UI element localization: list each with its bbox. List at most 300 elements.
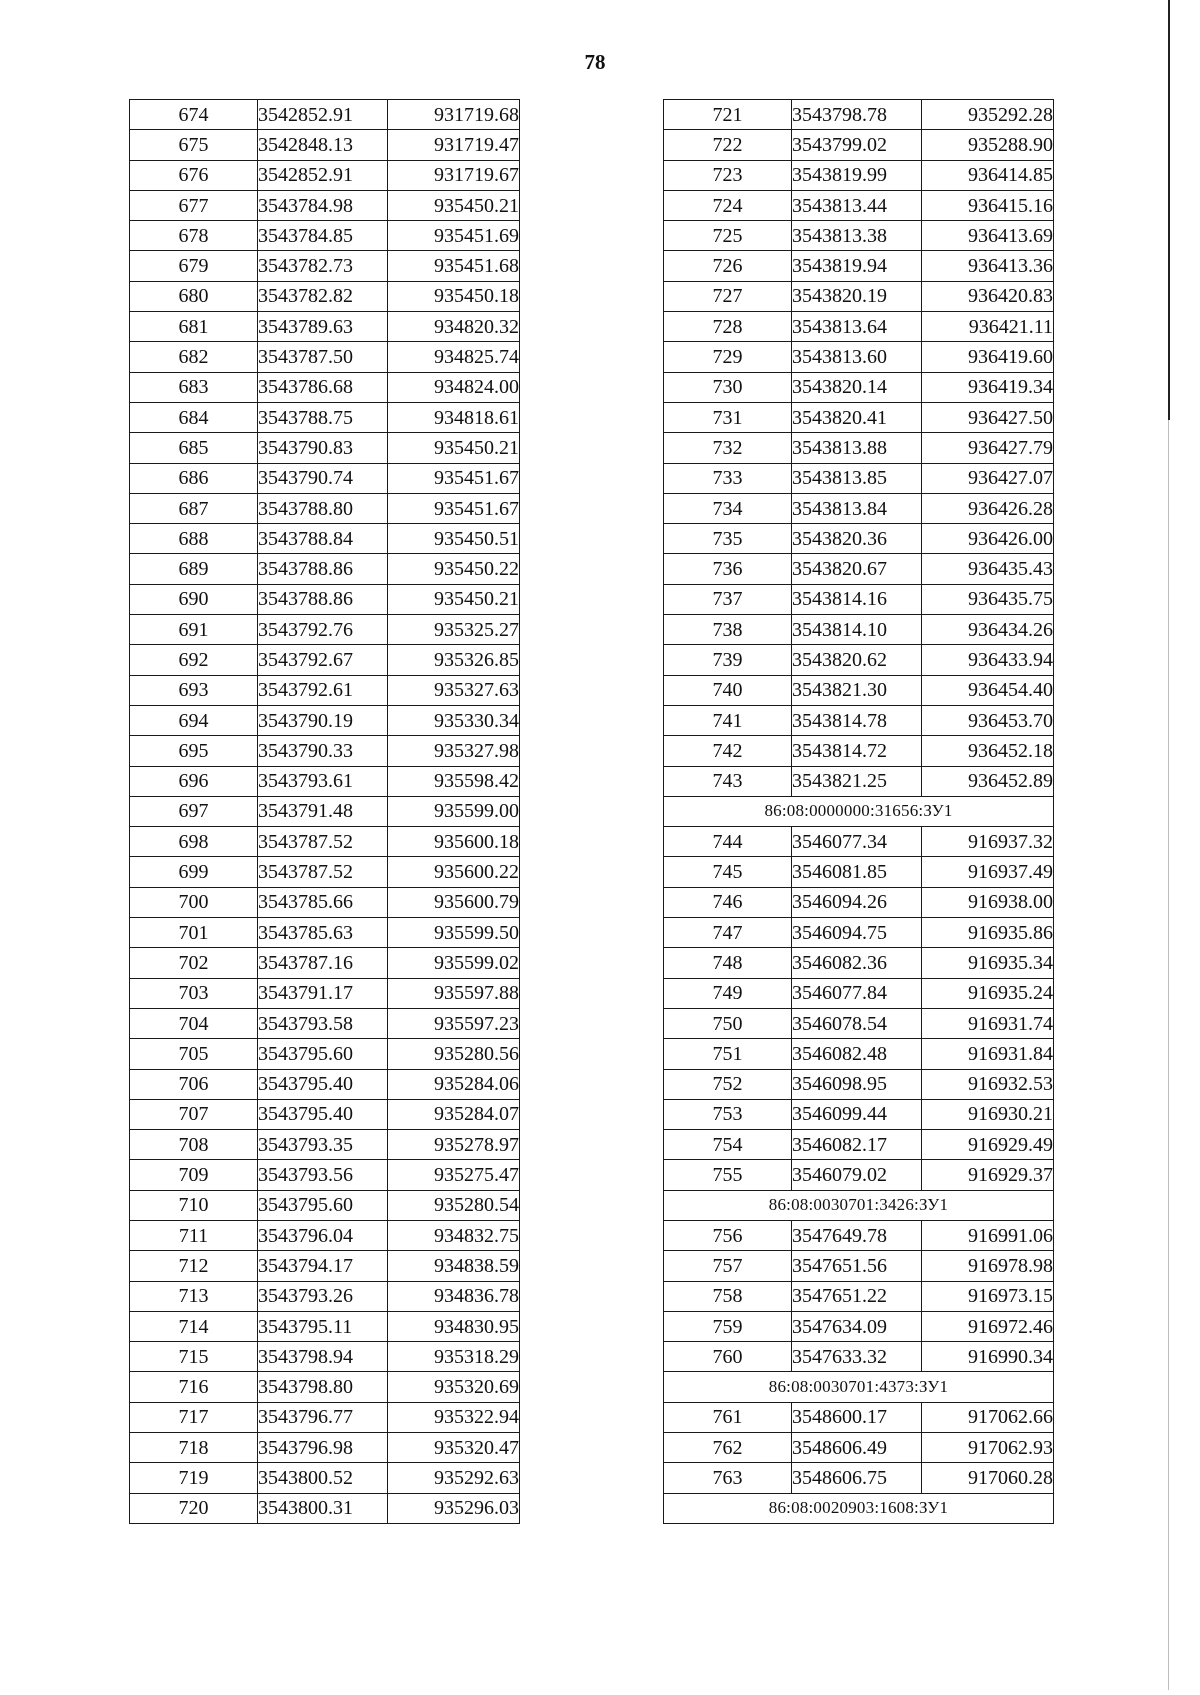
y-coordinate-cell: 936414.85 <box>922 160 1054 190</box>
x-coordinate-cell: 3542852.91 <box>258 100 388 130</box>
point-number-cell: 710 <box>130 1190 258 1220</box>
table-row <box>130 948 520 978</box>
table-row <box>130 978 520 1008</box>
x-coordinate-cell: 3543813.44 <box>792 190 922 220</box>
x-coordinate-cell: 3547633.32 <box>792 1342 922 1372</box>
x-coordinate-cell: 3543792.61 <box>258 675 388 705</box>
page-number: 78 <box>584 50 606 74</box>
scan-edge-line-faint <box>1168 420 1169 1690</box>
y-coordinate-cell: 935284.06 <box>388 1069 520 1099</box>
table-row <box>130 100 520 130</box>
cadastral-number: 86:08:0030701:3426:ЗУ1 <box>664 1190 1054 1220</box>
x-coordinate-cell: 3543814.72 <box>792 736 922 766</box>
point-number-cell: 726 <box>664 251 792 281</box>
x-coordinate-cell: 3543820.36 <box>792 524 922 554</box>
x-coordinate-cell: 3543813.84 <box>792 493 922 523</box>
coordinates-table-left-body <box>130 100 520 1524</box>
coordinates-table-right-body <box>664 100 1054 1524</box>
table-row <box>130 524 520 554</box>
x-coordinate-cell: 3546079.02 <box>792 1160 922 1190</box>
point-number-cell: 704 <box>130 1008 258 1038</box>
table-row <box>664 1099 1054 1129</box>
y-coordinate-cell: 935451.67 <box>388 493 520 523</box>
x-coordinate-cell: 3543785.63 <box>258 918 388 948</box>
x-coordinate-cell: 3546078.54 <box>792 1008 922 1038</box>
point-number-cell: 721 <box>664 100 792 130</box>
x-coordinate-cell: 3543798.80 <box>258 1372 388 1402</box>
table-row <box>664 281 1054 311</box>
table-row <box>664 1039 1054 1069</box>
point-number-cell: 728 <box>664 312 792 342</box>
x-coordinate-cell: 3543795.40 <box>258 1099 388 1129</box>
table-row <box>664 857 1054 887</box>
point-number-cell: 716 <box>130 1372 258 1402</box>
y-coordinate-cell: 916935.34 <box>922 948 1054 978</box>
y-coordinate-cell: 935450.18 <box>388 281 520 311</box>
x-coordinate-cell: 3543790.33 <box>258 736 388 766</box>
y-coordinate-cell: 934824.00 <box>388 372 520 402</box>
point-number-cell: 730 <box>664 372 792 402</box>
table-row <box>130 1160 520 1190</box>
table-row <box>664 1463 1054 1493</box>
y-coordinate-cell: 935450.22 <box>388 554 520 584</box>
point-number-cell: 711 <box>130 1220 258 1250</box>
table-row <box>130 251 520 281</box>
point-number-cell: 744 <box>664 827 792 857</box>
y-coordinate-cell: 935598.42 <box>388 766 520 796</box>
point-number-cell: 714 <box>130 1311 258 1341</box>
y-coordinate-cell: 935326.85 <box>388 645 520 675</box>
point-number-cell: 724 <box>664 190 792 220</box>
point-number-cell: 687 <box>130 493 258 523</box>
x-coordinate-cell: 3543787.16 <box>258 948 388 978</box>
table-row <box>664 1311 1054 1341</box>
y-coordinate-cell: 936419.60 <box>922 342 1054 372</box>
table-row <box>130 493 520 523</box>
y-coordinate-cell: 936453.70 <box>922 705 1054 735</box>
y-coordinate-cell: 936420.83 <box>922 281 1054 311</box>
x-coordinate-cell: 3543820.19 <box>792 281 922 311</box>
x-coordinate-cell: 3543786.68 <box>258 372 388 402</box>
y-coordinate-cell: 935597.23 <box>388 1008 520 1038</box>
x-coordinate-cell: 3543791.48 <box>258 796 388 826</box>
x-coordinate-cell: 3543782.82 <box>258 281 388 311</box>
point-number-cell: 742 <box>664 736 792 766</box>
cadastral-number-row <box>664 1190 1054 1220</box>
y-coordinate-cell: 936427.79 <box>922 433 1054 463</box>
x-coordinate-cell: 3546077.34 <box>792 827 922 857</box>
table-row <box>664 1130 1054 1160</box>
y-coordinate-cell: 916929.37 <box>922 1160 1054 1190</box>
y-coordinate-cell: 935325.27 <box>388 615 520 645</box>
point-number-cell: 715 <box>130 1342 258 1372</box>
y-coordinate-cell: 935275.47 <box>388 1160 520 1190</box>
table-row <box>664 1281 1054 1311</box>
y-coordinate-cell: 934818.61 <box>388 402 520 432</box>
x-coordinate-cell: 3543798.94 <box>258 1342 388 1372</box>
y-coordinate-cell: 935450.21 <box>388 190 520 220</box>
y-coordinate-cell: 935284.07 <box>388 1099 520 1129</box>
point-number-cell: 685 <box>130 433 258 463</box>
x-coordinate-cell: 3543784.98 <box>258 190 388 220</box>
y-coordinate-cell: 936452.89 <box>922 766 1054 796</box>
point-number-cell: 747 <box>664 918 792 948</box>
point-number-cell: 696 <box>130 766 258 796</box>
x-coordinate-cell: 3543793.61 <box>258 766 388 796</box>
x-coordinate-cell: 3546099.44 <box>792 1099 922 1129</box>
x-coordinate-cell: 3543788.80 <box>258 493 388 523</box>
point-number-cell: 679 <box>130 251 258 281</box>
coordinates-table-left <box>129 99 520 1524</box>
x-coordinate-cell: 3543821.25 <box>792 766 922 796</box>
x-coordinate-cell: 3543782.73 <box>258 251 388 281</box>
y-coordinate-cell: 916931.74 <box>922 1008 1054 1038</box>
table-row <box>664 372 1054 402</box>
table-row <box>664 766 1054 796</box>
table-row <box>664 1160 1054 1190</box>
point-number-cell: 703 <box>130 978 258 1008</box>
table-row <box>130 1372 520 1402</box>
table-row <box>130 1342 520 1372</box>
x-coordinate-cell: 3543819.94 <box>792 251 922 281</box>
x-coordinate-cell: 3543798.78 <box>792 100 922 130</box>
y-coordinate-cell: 935451.69 <box>388 221 520 251</box>
x-coordinate-cell: 3547651.56 <box>792 1251 922 1281</box>
point-number-cell: 723 <box>664 160 792 190</box>
x-coordinate-cell: 3543788.86 <box>258 584 388 614</box>
table-row <box>664 584 1054 614</box>
table-row <box>130 1099 520 1129</box>
table-row <box>130 827 520 857</box>
x-coordinate-cell: 3543814.16 <box>792 584 922 614</box>
point-number-cell: 762 <box>664 1433 792 1463</box>
y-coordinate-cell: 936426.00 <box>922 524 1054 554</box>
point-number-cell: 700 <box>130 887 258 917</box>
y-coordinate-cell: 936434.26 <box>922 615 1054 645</box>
point-number-cell: 712 <box>130 1251 258 1281</box>
x-coordinate-cell: 3542852.91 <box>258 160 388 190</box>
x-coordinate-cell: 3546082.36 <box>792 948 922 978</box>
y-coordinate-cell: 934820.32 <box>388 312 520 342</box>
y-coordinate-cell: 934836.78 <box>388 1281 520 1311</box>
y-coordinate-cell: 935327.98 <box>388 736 520 766</box>
y-coordinate-cell: 936454.40 <box>922 675 1054 705</box>
x-coordinate-cell: 3543791.17 <box>258 978 388 1008</box>
y-coordinate-cell: 917062.66 <box>922 1402 1054 1432</box>
y-coordinate-cell: 936427.50 <box>922 402 1054 432</box>
point-number-cell: 751 <box>664 1039 792 1069</box>
y-coordinate-cell: 935600.79 <box>388 887 520 917</box>
table-row <box>130 281 520 311</box>
point-number-cell: 719 <box>130 1463 258 1493</box>
y-coordinate-cell: 936452.18 <box>922 736 1054 766</box>
point-number-cell: 745 <box>664 857 792 887</box>
table-row <box>130 766 520 796</box>
table-row <box>130 1220 520 1250</box>
x-coordinate-cell: 3547634.09 <box>792 1311 922 1341</box>
point-number-cell: 708 <box>130 1130 258 1160</box>
table-row <box>664 1008 1054 1038</box>
y-coordinate-cell: 916930.21 <box>922 1099 1054 1129</box>
point-number-cell: 691 <box>130 615 258 645</box>
point-number-cell: 688 <box>130 524 258 554</box>
point-number-cell: 741 <box>664 705 792 735</box>
y-coordinate-cell: 935599.02 <box>388 948 520 978</box>
table-row <box>664 827 1054 857</box>
cadastral-number-row <box>664 1493 1054 1523</box>
x-coordinate-cell: 3543796.98 <box>258 1433 388 1463</box>
x-coordinate-cell: 3546094.26 <box>792 887 922 917</box>
cadastral-number-row <box>664 796 1054 826</box>
point-number-cell: 729 <box>664 342 792 372</box>
y-coordinate-cell: 934832.75 <box>388 1220 520 1250</box>
point-number-cell: 763 <box>664 1463 792 1493</box>
y-coordinate-cell: 916935.86 <box>922 918 1054 948</box>
y-coordinate-cell: 916972.46 <box>922 1311 1054 1341</box>
table-row <box>664 615 1054 645</box>
table-row <box>130 1069 520 1099</box>
table-row <box>130 402 520 432</box>
x-coordinate-cell: 3543793.35 <box>258 1130 388 1160</box>
table-row <box>130 433 520 463</box>
point-number-cell: 757 <box>664 1251 792 1281</box>
table-row <box>130 130 520 160</box>
table-row <box>130 1251 520 1281</box>
table-row <box>664 1402 1054 1432</box>
x-coordinate-cell: 3543820.41 <box>792 402 922 432</box>
y-coordinate-cell: 917060.28 <box>922 1463 1054 1493</box>
point-number-cell: 701 <box>130 918 258 948</box>
table-row <box>664 463 1054 493</box>
x-coordinate-cell: 3543789.63 <box>258 312 388 342</box>
x-coordinate-cell: 3543790.83 <box>258 433 388 463</box>
y-coordinate-cell: 936413.69 <box>922 221 1054 251</box>
x-coordinate-cell: 3543790.19 <box>258 705 388 735</box>
table-row <box>664 190 1054 220</box>
table-row <box>130 1008 520 1038</box>
x-coordinate-cell: 3543788.86 <box>258 554 388 584</box>
point-number-cell: 753 <box>664 1099 792 1129</box>
x-coordinate-cell: 3543793.26 <box>258 1281 388 1311</box>
y-coordinate-cell: 916978.98 <box>922 1251 1054 1281</box>
point-number-cell: 736 <box>664 554 792 584</box>
y-coordinate-cell: 935280.54 <box>388 1190 520 1220</box>
x-coordinate-cell: 3543793.58 <box>258 1008 388 1038</box>
y-coordinate-cell: 936427.07 <box>922 463 1054 493</box>
y-coordinate-cell: 916938.00 <box>922 887 1054 917</box>
point-number-cell: 731 <box>664 402 792 432</box>
x-coordinate-cell: 3543787.52 <box>258 827 388 857</box>
y-coordinate-cell: 935450.21 <box>388 584 520 614</box>
table-row <box>130 1130 520 1160</box>
table-row <box>130 645 520 675</box>
table-row <box>664 312 1054 342</box>
point-number-cell: 678 <box>130 221 258 251</box>
table-row <box>130 1493 520 1523</box>
x-coordinate-cell: 3543796.04 <box>258 1220 388 1250</box>
table-row <box>130 221 520 251</box>
point-number-cell: 718 <box>130 1433 258 1463</box>
x-coordinate-cell: 3543795.60 <box>258 1190 388 1220</box>
table-row <box>130 918 520 948</box>
y-coordinate-cell: 934825.74 <box>388 342 520 372</box>
point-number-cell: 709 <box>130 1160 258 1190</box>
y-coordinate-cell: 935292.28 <box>922 100 1054 130</box>
x-coordinate-cell: 3546098.95 <box>792 1069 922 1099</box>
table-row <box>130 1039 520 1069</box>
y-coordinate-cell: 935599.00 <box>388 796 520 826</box>
y-coordinate-cell: 935600.22 <box>388 857 520 887</box>
table-row <box>664 1251 1054 1281</box>
point-number-cell: 690 <box>130 584 258 614</box>
y-coordinate-cell: 936415.16 <box>922 190 1054 220</box>
x-coordinate-cell: 3543814.10 <box>792 615 922 645</box>
y-coordinate-cell: 935320.47 <box>388 1433 520 1463</box>
x-coordinate-cell: 3542848.13 <box>258 130 388 160</box>
table-row <box>130 1463 520 1493</box>
point-number-cell: 739 <box>664 645 792 675</box>
x-coordinate-cell: 3543793.56 <box>258 1160 388 1190</box>
y-coordinate-cell: 935597.88 <box>388 978 520 1008</box>
x-coordinate-cell: 3543787.52 <box>258 857 388 887</box>
point-number-cell: 748 <box>664 948 792 978</box>
table-row <box>664 100 1054 130</box>
y-coordinate-cell: 935451.67 <box>388 463 520 493</box>
y-coordinate-cell: 916973.15 <box>922 1281 1054 1311</box>
table-row <box>664 433 1054 463</box>
point-number-cell: 761 <box>664 1402 792 1432</box>
point-number-cell: 686 <box>130 463 258 493</box>
table-row <box>664 918 1054 948</box>
table-row <box>664 1069 1054 1099</box>
y-coordinate-cell: 916932.53 <box>922 1069 1054 1099</box>
table-row <box>130 1402 520 1432</box>
point-number-cell: 680 <box>130 281 258 311</box>
x-coordinate-cell: 3547651.22 <box>792 1281 922 1311</box>
point-number-cell: 727 <box>664 281 792 311</box>
x-coordinate-cell: 3548606.75 <box>792 1463 922 1493</box>
point-number-cell: 682 <box>130 342 258 372</box>
y-coordinate-cell: 935327.63 <box>388 675 520 705</box>
y-coordinate-cell: 936413.36 <box>922 251 1054 281</box>
x-coordinate-cell: 3543790.74 <box>258 463 388 493</box>
table-row <box>664 402 1054 432</box>
table-row <box>130 1433 520 1463</box>
x-coordinate-cell: 3543813.85 <box>792 463 922 493</box>
table-row <box>664 645 1054 675</box>
table-row <box>664 221 1054 251</box>
y-coordinate-cell: 931719.67 <box>388 160 520 190</box>
y-coordinate-cell: 936426.28 <box>922 493 1054 523</box>
point-number-cell: 692 <box>130 645 258 675</box>
point-number-cell: 713 <box>130 1281 258 1311</box>
coordinates-table-right <box>663 99 1054 1524</box>
y-coordinate-cell: 935450.51 <box>388 524 520 554</box>
point-number-cell: 750 <box>664 1008 792 1038</box>
y-coordinate-cell: 935288.90 <box>922 130 1054 160</box>
cadastral-number: 86:08:0020903:1608:ЗУ1 <box>664 1493 1054 1523</box>
table-row <box>130 160 520 190</box>
point-number-cell: 755 <box>664 1160 792 1190</box>
table-row <box>664 1342 1054 1372</box>
table-row <box>130 342 520 372</box>
point-number-cell: 725 <box>664 221 792 251</box>
table-row <box>664 1220 1054 1250</box>
table-row <box>130 736 520 766</box>
table-row <box>664 1433 1054 1463</box>
y-coordinate-cell: 916991.06 <box>922 1220 1054 1250</box>
table-row <box>664 736 1054 766</box>
x-coordinate-cell: 3543787.50 <box>258 342 388 372</box>
x-coordinate-cell: 3548606.49 <box>792 1433 922 1463</box>
point-number-cell: 676 <box>130 160 258 190</box>
y-coordinate-cell: 935320.69 <box>388 1372 520 1402</box>
point-number-cell: 734 <box>664 493 792 523</box>
point-number-cell: 693 <box>130 675 258 705</box>
x-coordinate-cell: 3543788.75 <box>258 402 388 432</box>
point-number-cell: 759 <box>664 1311 792 1341</box>
x-coordinate-cell: 3546082.48 <box>792 1039 922 1069</box>
point-number-cell: 733 <box>664 463 792 493</box>
y-coordinate-cell: 916935.24 <box>922 978 1054 1008</box>
x-coordinate-cell: 3548600.17 <box>792 1402 922 1432</box>
table-row <box>130 1281 520 1311</box>
x-coordinate-cell: 3543795.11 <box>258 1311 388 1341</box>
table-row <box>130 372 520 402</box>
table-row <box>664 948 1054 978</box>
point-number-cell: 697 <box>130 796 258 826</box>
point-number-cell: 758 <box>664 1281 792 1311</box>
point-number-cell: 720 <box>130 1493 258 1523</box>
point-number-cell: 698 <box>130 827 258 857</box>
point-number-cell: 737 <box>664 584 792 614</box>
point-number-cell: 738 <box>664 615 792 645</box>
cadastral-number-row <box>664 1372 1054 1402</box>
y-coordinate-cell: 936419.34 <box>922 372 1054 402</box>
y-coordinate-cell: 936435.75 <box>922 584 1054 614</box>
y-coordinate-cell: 917062.93 <box>922 1433 1054 1463</box>
table-row <box>664 675 1054 705</box>
point-number-cell: 756 <box>664 1220 792 1250</box>
y-coordinate-cell: 935278.97 <box>388 1130 520 1160</box>
point-number-cell: 689 <box>130 554 258 584</box>
point-number-cell: 746 <box>664 887 792 917</box>
point-number-cell: 705 <box>130 1039 258 1069</box>
x-coordinate-cell: 3546077.84 <box>792 978 922 1008</box>
table-row <box>664 342 1054 372</box>
point-number-cell: 675 <box>130 130 258 160</box>
x-coordinate-cell: 3546081.85 <box>792 857 922 887</box>
scan-edge-line <box>1168 0 1170 420</box>
table-row <box>130 1311 520 1341</box>
table-row <box>130 705 520 735</box>
y-coordinate-cell: 934838.59 <box>388 1251 520 1281</box>
y-coordinate-cell: 916937.32 <box>922 827 1054 857</box>
x-coordinate-cell: 3543795.40 <box>258 1069 388 1099</box>
cadastral-number: 86:08:0030701:4373:ЗУ1 <box>664 1372 1054 1402</box>
x-coordinate-cell: 3543820.14 <box>792 372 922 402</box>
x-coordinate-cell: 3543792.76 <box>258 615 388 645</box>
table-row <box>130 887 520 917</box>
table-row <box>664 160 1054 190</box>
point-number-cell: 752 <box>664 1069 792 1099</box>
x-coordinate-cell: 3543800.31 <box>258 1493 388 1523</box>
y-coordinate-cell: 935451.68 <box>388 251 520 281</box>
table-row <box>130 796 520 826</box>
point-number-cell: 706 <box>130 1069 258 1099</box>
y-coordinate-cell: 935280.56 <box>388 1039 520 1069</box>
table-row <box>664 524 1054 554</box>
